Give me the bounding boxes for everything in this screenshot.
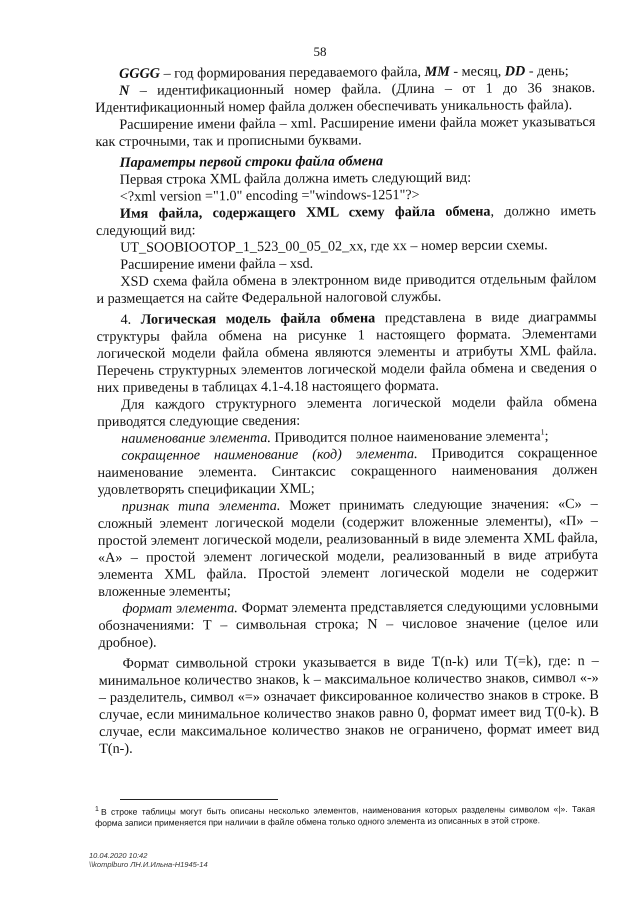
footnote-ref: 1: [540, 427, 545, 437]
text-gggg-3: - день;: [525, 63, 569, 80]
paragraph-each-element: Для каждого структурного элемента логической модели файла обмена приводятся следующие сведения:: [97, 393, 598, 430]
element-name-text: Приводится полное наименование элемента: [270, 428, 541, 446]
section-number: 4.: [120, 311, 141, 328]
element-type-text: Может принимать следующие значения: «С» – сложный элемент логической модели (содержит вложенные элементы), «П» – простой элемент логической модели, реализованный в виде элемента XML файла, «А» – простой элемент логической модели, реализованный в виде атрибута элемента XML файла. Простой элемент логической модели не содержит вложенные элементы;: [97, 495, 599, 600]
paragraph-logical-model: [97, 309, 598, 397]
paragraph-n: [95, 80, 595, 117]
text-n: – идентификационный номер файла. (Длина – от 1 до 36 знаков. Идентификационный номер файла должен обеспечивать уникальность файла).: [95, 79, 596, 116]
element-name-italic: наименование элемента.: [121, 429, 272, 447]
term-mm: MM: [424, 63, 450, 80]
paragraph-first-line: Первая строка XML файла должна иметь следующий вид:: [119, 169, 472, 188]
print-stamp: [89, 851, 208, 869]
logical-model-bold: Логическая модель файла обмена: [140, 310, 376, 328]
text-gggg-1: – год формирования передаваемого файла,: [159, 63, 425, 82]
element-format-italic: формат элемента.: [122, 600, 238, 617]
paragraph-element-format: [98, 598, 598, 652]
logical-model-text: представлена в виде диаграммы структуры файла обмена на рисунке 1 настоящего формата. Элементами логической модели файла обмена являются элементы и атрибуты XML файла. Перечень структурных элементов логической модели файла обмена и сведения о них приведены в таблицах 4.1-4.18 настоящего формата.: [96, 308, 597, 396]
paragraph-short-name: [97, 445, 597, 499]
footnote-number: 1: [95, 805, 99, 813]
schema-file-name: UT_SOOBIOOTOP_1_523_00_05_02_xx, где xx – номер версии схемы.: [120, 237, 548, 256]
paragraph-schema-name: [96, 203, 596, 240]
text-gggg-2: - месяц,: [449, 63, 505, 80]
term-dd: DD: [504, 63, 526, 80]
footnote: [95, 801, 595, 829]
term-gggg: GGGG: [118, 65, 161, 82]
schema-name-bold: Имя файла, содержащего XML схему файла обмена: [119, 203, 491, 222]
element-format-text: Формат элемента представляется следующими условными обозначениями: Т – символьная строка; N – числовое значение (целое или дробное).: [98, 597, 599, 651]
element-type-italic: признак типа элемента.: [121, 497, 281, 515]
page-number: 58: [313, 44, 327, 59]
paragraph-xsd: XSD схема файла обмена в электронном виде приводится отдельным файлом и размещается на сайте Федеральной налоговой службы.: [96, 270, 597, 307]
schema-extension: Расширение имени файла – xsd.: [120, 255, 314, 273]
print-stamp-path: \\komplburo ЛН.И.Ильна-Н1945-14: [89, 860, 208, 869]
short-name-italic: сокращенное наименование (код) элемента.: [121, 446, 418, 464]
term-n: N: [119, 82, 130, 99]
paragraph-extension: Расширение имени файла – xml. Расширение имени файла может указываться как строчными, так и прописными буквами.: [95, 113, 596, 150]
schema-name-text: , должно иметь следующий вид:: [95, 202, 596, 239]
short-name-text: Приводится сокращенное наименование элемента. Синтаксис сокращенного наименования должен удовлетворять спецификации XML;: [97, 444, 598, 498]
document-body: [95, 63, 599, 758]
element-name-end: ;: [544, 428, 549, 445]
footnote-divider: [120, 799, 278, 800]
print-stamp-date: 10.04.2020 10:42: [89, 851, 148, 860]
heading-first-line-params: Параметры первой строки файла обмена: [119, 153, 384, 171]
paragraph-string-format: Формат символьной строки указывается в виде T(n-k) или T(=k), где: n – минимальное количество знаков, k – максимальное количество знаков, символ «-» – разделитель, символ «=» означает фиксированное количество знаков в строке. В случае, если минимальное количество знаков равно 0, формат имеет вид T(0-k). В случае, если максимальное количество знаков не ограничено, формат имеет вид T(n-).: [98, 652, 600, 757]
footnote-text: В строке таблицы могут быть описаны несколько элементов, наименования которых разделены символом «|». Такая форма записи применяется при наличии в файле обмена только одного элемента из описанных в этой строке.: [95, 803, 596, 828]
paragraph-element-type: [98, 496, 599, 601]
xml-declaration: <?xml version ="1.0" encoding ="windows-1251"?>: [119, 187, 420, 205]
